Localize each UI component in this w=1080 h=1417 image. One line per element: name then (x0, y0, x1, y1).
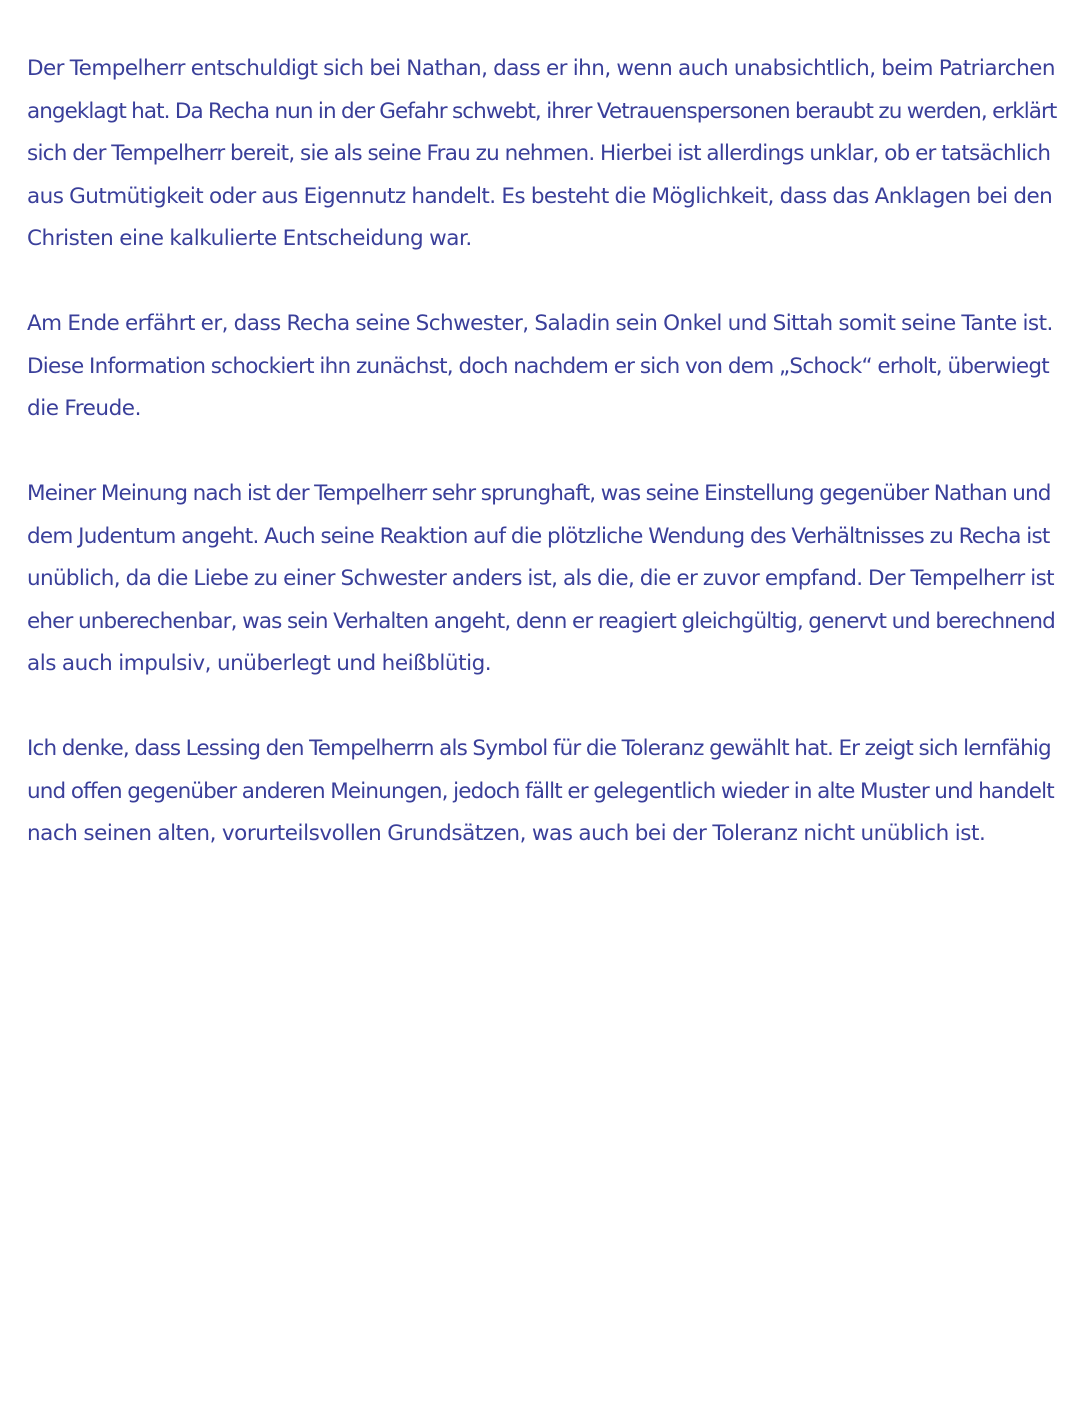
text-line: eher unberechenbar, was sein Verhalten angeht, denn er reagiert gleichgültig, genervt und berechnend (27, 608, 1055, 634)
text-line: Christen eine kalkulierte Entscheidung war. (27, 226, 472, 251)
text-line: angeklagt hat. Da Recha nun in der Gefahr schwebt, ihrer Vetrauenspersonen beraubt zu werden, erklärt (27, 98, 1057, 124)
paragraph-3 (27, 473, 1057, 686)
text-line: dem Judentum angeht. Auch seine Reaktion auf die plötzliche Wendung des Verhältnisses zu Recha ist (27, 523, 1050, 549)
paragraph-4 (27, 728, 1057, 856)
text-line: sich der Tempelherr bereit, sie als seine Frau zu nehmen. Hierbei ist allerdings unklar, ob er tatsächlich (27, 141, 1051, 166)
paragraph-2 (27, 303, 1057, 431)
text-line: aus Gutmütigkeit oder aus Eigennutz handelt. Es besteht die Möglichkeit, dass das Anklagen bei den (27, 183, 1053, 209)
text-line: und offen gegenüber anderen Meinungen, jedoch fällt er gelegentlich wieder in alte Muster und handelt (27, 778, 1054, 804)
text-line: nach seinen alten, vorurteilsvollen Grundsätzen, was auch bei der Toleranz nicht unüblich ist. (27, 821, 986, 846)
text-line: Ich denke, dass Lessing den Tempelherrn als Symbol für die Toleranz gewählt hat. Er zeigt sich lernfähig (27, 736, 1051, 761)
text-line: als auch impulsiv, unüberlegt und heißblütig. (27, 651, 492, 676)
text-line: Diese Information schockiert ihn zunächst, doch nachdem er sich von dem „Schock“ erholt, überwiegt (27, 353, 1049, 379)
text-line: die Freude. (27, 396, 141, 421)
text-line: Am Ende erfährt er, dass Recha seine Schwester, Saladin sein Onkel und Sittah somit seine Tante ist. (27, 311, 1053, 336)
text-line: Meiner Meinung nach ist der Tempelherr sehr sprunghaft, was seine Einstellung gegenüber Nathan und (27, 481, 1051, 506)
paragraph-1 (27, 48, 1057, 261)
text-line: Der Tempelherr entschuldigt sich bei Nathan, dass er ihn, wenn auch unabsichtlich, beim Patriarchen (27, 56, 1055, 81)
text-line: unüblich, da die Liebe zu einer Schwester anders ist, als die, die er zuvor empfand. Der Tempelherr ist (27, 566, 1054, 591)
text-body (27, 48, 1057, 898)
